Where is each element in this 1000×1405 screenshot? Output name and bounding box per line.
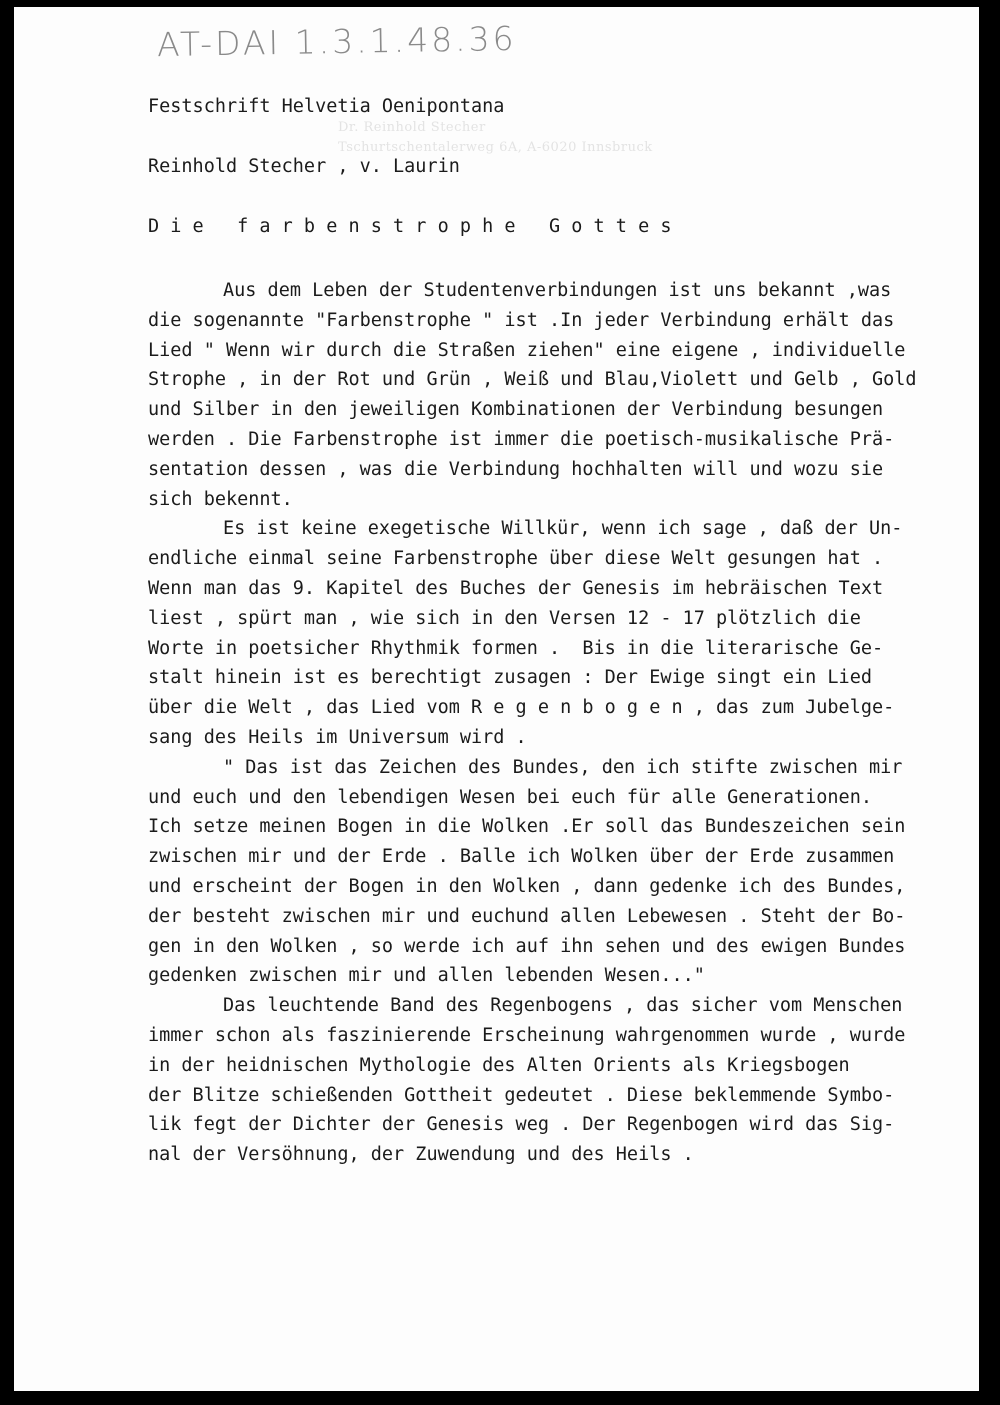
text-line: liest , spürt man , wie sich in den Versen 12 - 17 plötzlich die — [148, 607, 861, 629]
text-line: endliche einmal seine Farbenstrophe über diese Welt gesungen hat . — [148, 548, 884, 570]
text-line: werden . Die Farbenstrophe ist immer die poetisch-musikalische Prä- — [148, 428, 895, 450]
text-line: Wenn man das 9. Kapitel des Buches der Genesis im hebräischen Text — [148, 577, 884, 599]
body-text — [148, 276, 948, 1170]
text-line: zwischen mir und der Erde . Balle ich Wolken über der Erde zusammen — [148, 846, 895, 868]
text-line: der Blitze schießenden Gottheit gedeutet . Diese beklemmende Symbo- — [148, 1084, 895, 1106]
text-line: in der heidnischen Mythologie des Alten Orients als Kriegsbogen — [148, 1054, 850, 1076]
text-line: Lied " Wenn wir durch die Straßen ziehen" eine eigene , individuelle — [148, 339, 906, 361]
text-line: immer schon als faszinierende Erscheinung wahrgenommen wurde , wurde — [148, 1024, 906, 1046]
text-line: Strophe , in der Rot und Grün , Weiß und Blau,Violett und Gelb , Gold — [148, 369, 917, 391]
faint-stamp — [338, 118, 653, 158]
text-line: gen in den Wolken , so werde ich auf ihn sehen und des ewigen Bundes — [148, 935, 906, 957]
text-line: und euch und den lebendigen Wesen bei euch für alle Generationen. — [148, 786, 872, 808]
text-line: sentation dessen , was die Verbindung hochhalten will und wozu sie — [148, 458, 884, 480]
text-line: der besteht zwischen mir und euchund allen Lebewesen . Steht der Bo- — [148, 905, 906, 927]
document-author: Reinhold Stecher , v. Laurin — [148, 156, 460, 177]
text-line: sang des Heils im Universum wird . — [148, 726, 527, 748]
text-line: gedenken zwischen mir und allen lebenden Wesen..." — [148, 965, 705, 987]
text-line: über die Welt , das Lied vom R e g e n b o g e n , das zum Jubelge- — [148, 697, 895, 719]
archive-signature: AT-DAI 1.3.1.48.36 — [156, 18, 517, 65]
text-line: die sogenannte "Farbenstrophe " ist .In jeder Verbindung erhält das — [148, 309, 895, 331]
text-line: Ich setze meinen Bogen in die Wolken .Er soll das Bundeszeichen sein — [148, 816, 906, 838]
text-line: " Das ist das Zeichen des Bundes, den ich stifte zwischen mir — [223, 756, 903, 778]
text-line: Das leuchtende Band des Regenbogens , das sicher vom Menschen — [223, 995, 903, 1017]
text-line: und Silber in den jeweiligen Kombinationen der Verbindung besungen — [148, 399, 884, 421]
document-subtitle: D i e f a r b e n s t r o p h e G o t t e s — [148, 216, 672, 237]
text-line: Worte in poetsicher Rhythmik formen . Bis in die literarische Ge- — [148, 637, 884, 659]
stamp-line-1: Dr. Reinhold Stecher — [338, 120, 486, 135]
text-line: Es ist keine exegetische Willkür, wenn ich sage , daß der Un- — [223, 518, 903, 540]
text-line: und erscheint der Bogen in den Wolken , dann gedenke ich des Bundes, — [148, 875, 906, 897]
text-line: stalt hinein ist es berechtigt zusagen : Der Ewige singt ein Lied — [148, 667, 872, 689]
text-line: lik fegt der Dichter der Genesis weg . Der Regenbogen wird das Sig- — [148, 1114, 895, 1136]
document-title: Festschrift Helvetia Oenipontana — [148, 96, 505, 117]
stamp-line-2: Tschurtschentalerweg 6A, A-6020 Innsbruck — [338, 140, 653, 155]
text-line: sich bekennt. — [148, 488, 293, 510]
text-line: nal der Versöhnung, der Zuwendung und des Heils . — [148, 1144, 694, 1166]
text-line: Aus dem Leben der Studentenverbindungen ist uns bekannt ,was — [223, 280, 892, 301]
